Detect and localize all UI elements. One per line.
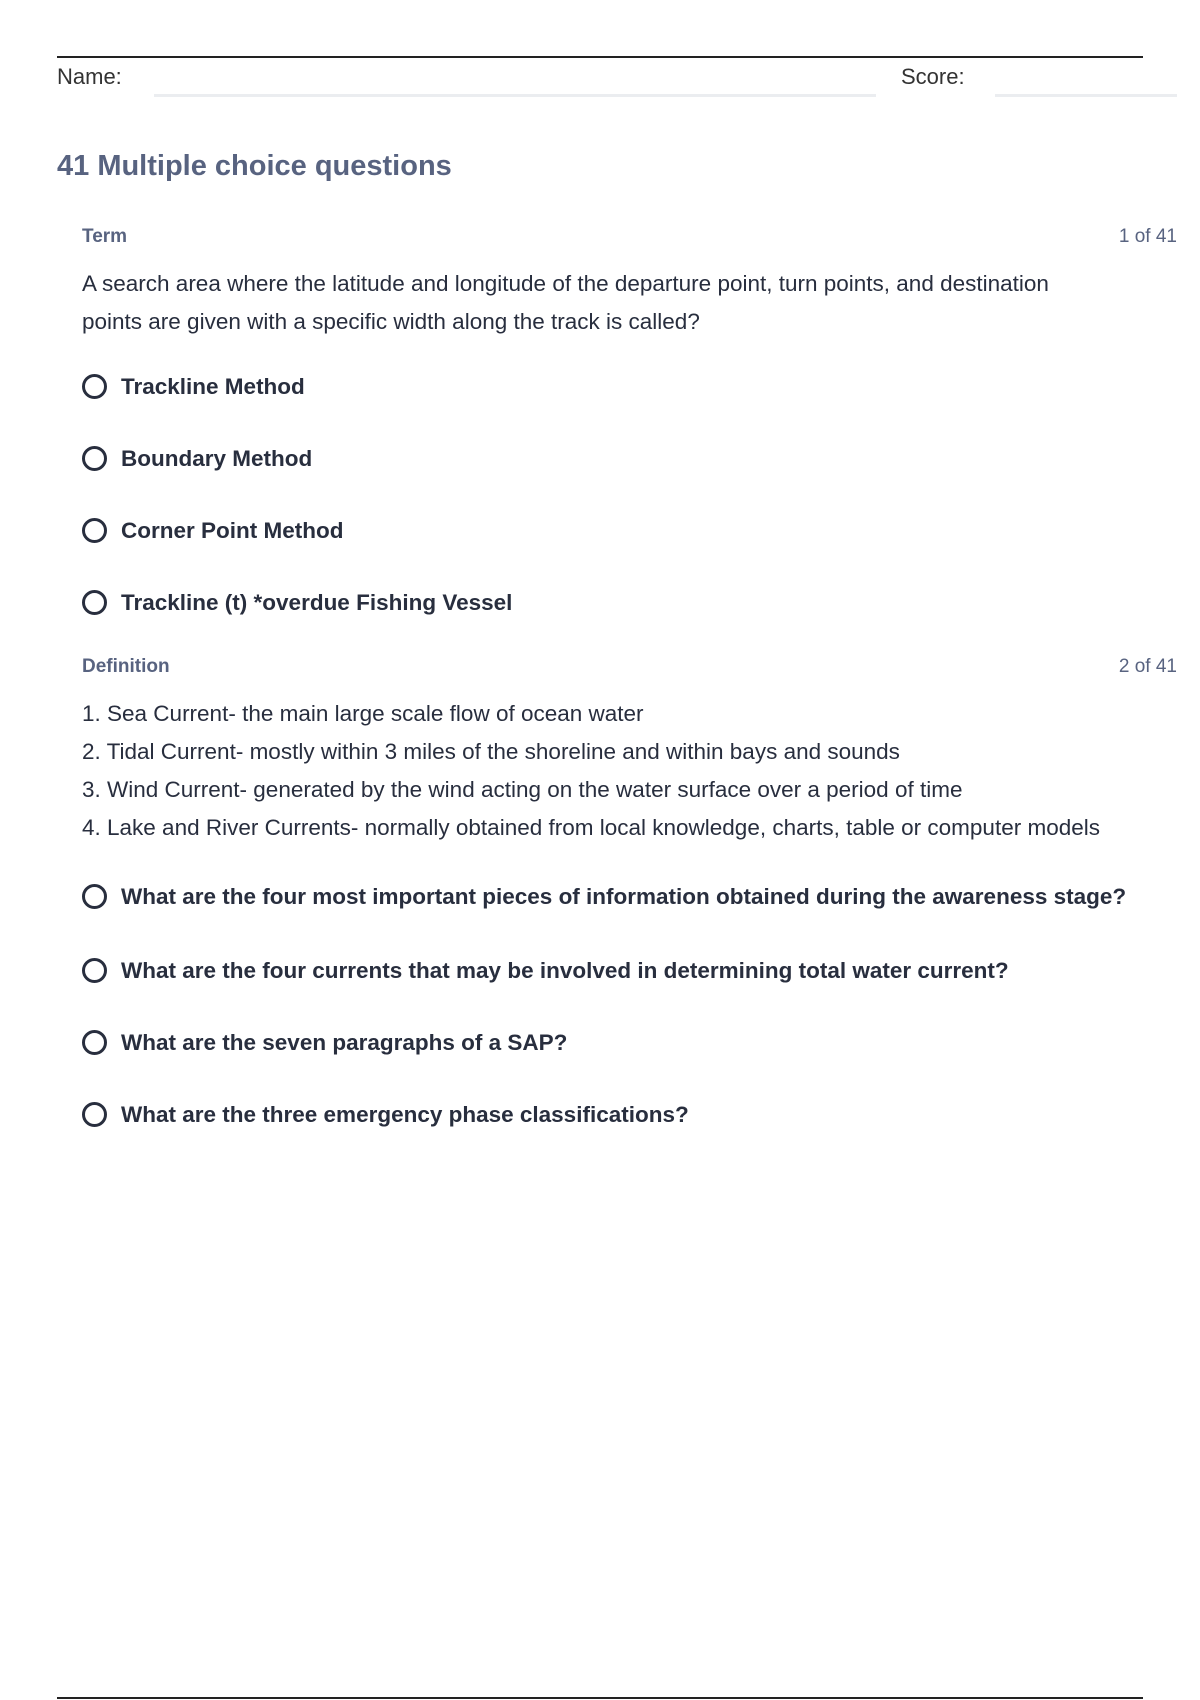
answer-option[interactable]: [82, 877, 1177, 915]
question-counter: 2 of 41: [1118, 656, 1177, 677]
question-type: Definition: [82, 656, 170, 677]
question-1: [82, 226, 1177, 655]
bottom-rule: [57, 1697, 1143, 1699]
top-rule: [57, 56, 1143, 58]
radio-button-icon[interactable]: [82, 518, 107, 543]
question-prompt: A search area where the latitude and longitude of the departure point, turn points, and destination points are given with a specific width along the track is called?: [82, 271, 1049, 334]
radio-button-icon[interactable]: [82, 958, 107, 983]
answer-option-label: What are the three emergency phase classifications?: [121, 1101, 689, 1127]
question-meta: [82, 656, 1177, 684]
radio-button-icon[interactable]: [82, 1102, 107, 1127]
answer-option[interactable]: [82, 1023, 1177, 1061]
question-2: [82, 656, 1177, 1167]
answer-option[interactable]: [82, 511, 1177, 549]
name-label: Name:: [57, 64, 122, 89]
radio-button-icon[interactable]: [82, 374, 107, 399]
radio-button-icon[interactable]: [82, 1030, 107, 1055]
answer-option-label: Trackline (t) *overdue Fishing Vessel: [121, 589, 513, 615]
answer-option[interactable]: [82, 367, 1177, 405]
section-title: 41 Multiple choice questions: [57, 150, 452, 182]
answer-option-label: Boundary Method: [121, 445, 313, 471]
score-label: Score:: [901, 64, 965, 89]
answer-option-label: What are the four most important pieces of information obtained during the awareness stage?: [121, 883, 1127, 909]
answer-option[interactable]: [82, 583, 1177, 621]
answer-option-label: Trackline Method: [121, 373, 305, 399]
radio-button-icon[interactable]: [82, 446, 107, 471]
answer-option-label: Corner Point Method: [121, 517, 344, 543]
answer-options: [82, 367, 1177, 621]
answer-options: [82, 877, 1177, 1133]
answer-option-label: What are the seven paragraphs of a SAP?: [121, 1029, 568, 1055]
answer-option[interactable]: [82, 439, 1177, 477]
radio-button-icon[interactable]: [82, 884, 107, 909]
score-field-line: [995, 94, 1177, 97]
question-prompt: 1. Sea Current- the main large scale flow of ocean water 2. Tidal Current- mostly within 3 miles of the shoreline and within bays and sounds 3. Wind Current- generated by the wind acting on the water surface over a period of time 4. Lake and River Currents- normally obtained from local knowledge, charts, table or computer models: [82, 701, 1100, 840]
name-field-line: [154, 94, 876, 97]
answer-option[interactable]: [82, 951, 1177, 989]
radio-button-icon[interactable]: [82, 590, 107, 615]
question-type: Term: [82, 226, 128, 247]
answer-option[interactable]: [82, 1095, 1177, 1133]
question-meta: [82, 226, 1177, 254]
question-counter: 1 of 41: [1118, 226, 1177, 247]
answer-option-label: What are the four currents that may be involved in determining total water current?: [121, 957, 1009, 983]
